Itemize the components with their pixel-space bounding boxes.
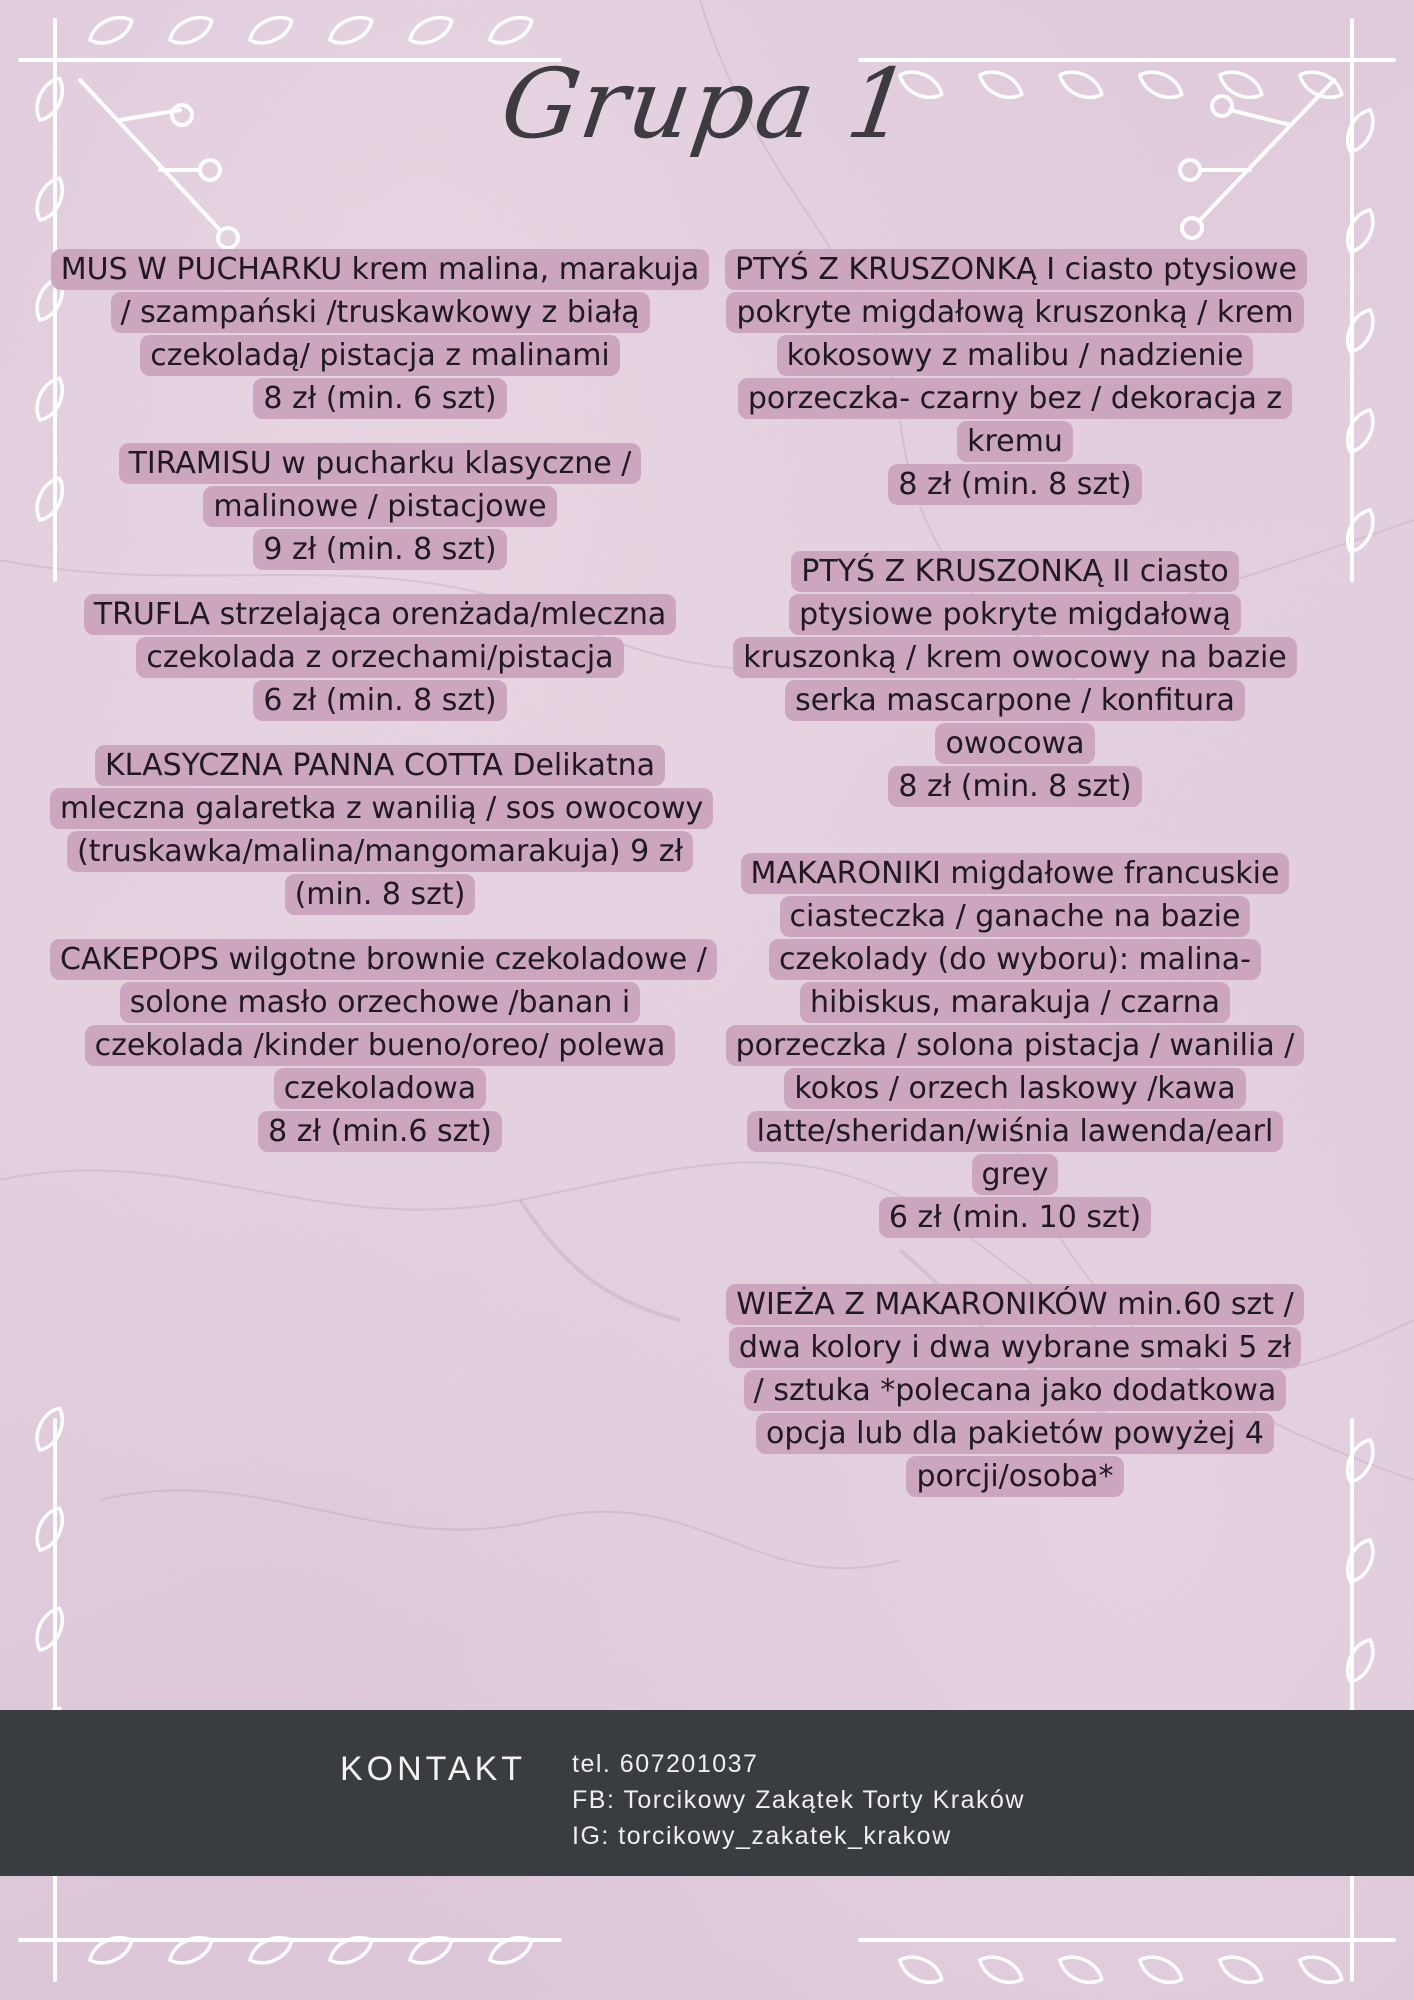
- menu-item-wieza: [725, 1283, 1305, 1498]
- menu-item-ptys-2: [725, 550, 1305, 808]
- menu-item-mus: [50, 248, 710, 420]
- item-price: 6 zł (min. 8 szt): [253, 680, 506, 721]
- item-price: 8 zł (min. 8 szt): [888, 766, 1141, 807]
- menu-item-trufla: [50, 593, 710, 722]
- item-description: MUS W PUCHARKU krem malina, marakuja / szampański /truskawkowy z białą czekoladą/ pistacja z malinami: [51, 249, 709, 376]
- facebook-text: FB: Torcikowy Zakątek Torty Kraków: [572, 1786, 1025, 1814]
- contact-footer: [0, 1710, 1414, 1876]
- item-price: 8 zł (min. 6 szt): [253, 378, 506, 419]
- instagram-text: IG: torcikowy_zakatek_krakow: [572, 1822, 952, 1850]
- menu-column-right: [725, 248, 1305, 1542]
- item-price: 8 zł (min. 8 szt): [888, 464, 1141, 505]
- item-description: TIRAMISU w pucharku klasyczne / malinowe / pistacjowe: [119, 443, 642, 527]
- contact-details: [572, 1746, 1025, 1854]
- contact-label: KONTAKT: [340, 1750, 527, 1788]
- item-description: MAKARONIKI migdałowe francuskie ciasteczka / ganache na bazie czekolady (do wyboru): malina-hibiskus, marakuja / czarna porzeczka / solona pistacja / wanilia / kokos / orzech laskowy /kawa latte/sheridan/wiśnia lawenda/earl grey: [726, 853, 1305, 1195]
- item-description: PTYŚ Z KRUSZONKĄ I ciasto ptysiowe pokryte migdałową kruszonką / krem kokosowy z malibu / nadzienie porzeczka- czarny bez / dekoracja z kremu: [725, 249, 1307, 462]
- item-description: PTYŚ Z KRUSZONKĄ II ciasto ptysiowe pokryte migdałową kruszonką / krem owocowy na bazie serka mascarpone / konfitura owocowa: [733, 551, 1297, 764]
- menu-item-cakepops: [50, 938, 710, 1153]
- item-description: WIEŻA Z MAKARONIKÓW min.60 szt / dwa kolory i dwa wybrane smaki 5 zł / sztuka *polecana jako dodatkowa opcja lub dla pakietów powyżej 4 porcji/osoba*: [726, 1284, 1303, 1497]
- page-title: Grupa 1: [494, 48, 920, 160]
- item-price: 8 zł (min.6 szt): [258, 1111, 502, 1152]
- menu-item-panna-cotta: [50, 744, 710, 916]
- phone-text: tel. 607201037: [572, 1750, 759, 1778]
- menu-item-ptys-1: [725, 248, 1305, 506]
- menu-item-tiramisu: [50, 442, 710, 571]
- item-price: 9 zł (min. 8 szt): [253, 529, 506, 570]
- item-description: TRUFLA strzelająca orenżada/mleczna czekolada z orzechami/pistacja: [84, 594, 676, 678]
- menu-column-left: [50, 248, 710, 1175]
- item-price: 6 zł (min. 10 szt): [879, 1197, 1151, 1238]
- menu-item-makaroniki: [725, 852, 1305, 1239]
- item-description: KLASYCZNA PANNA COTTA Delikatna mleczna galaretka z wanilią / sos owocowy (truskawka/malina/mangomarakuja) 9 zł (min. 8 szt): [50, 745, 713, 915]
- item-description: CAKEPOPS wilgotne brownie czekoladowe / solone masło orzechowe /banan i czekolada /kinder bueno/oreo/ polewa czekoladowa: [50, 939, 717, 1109]
